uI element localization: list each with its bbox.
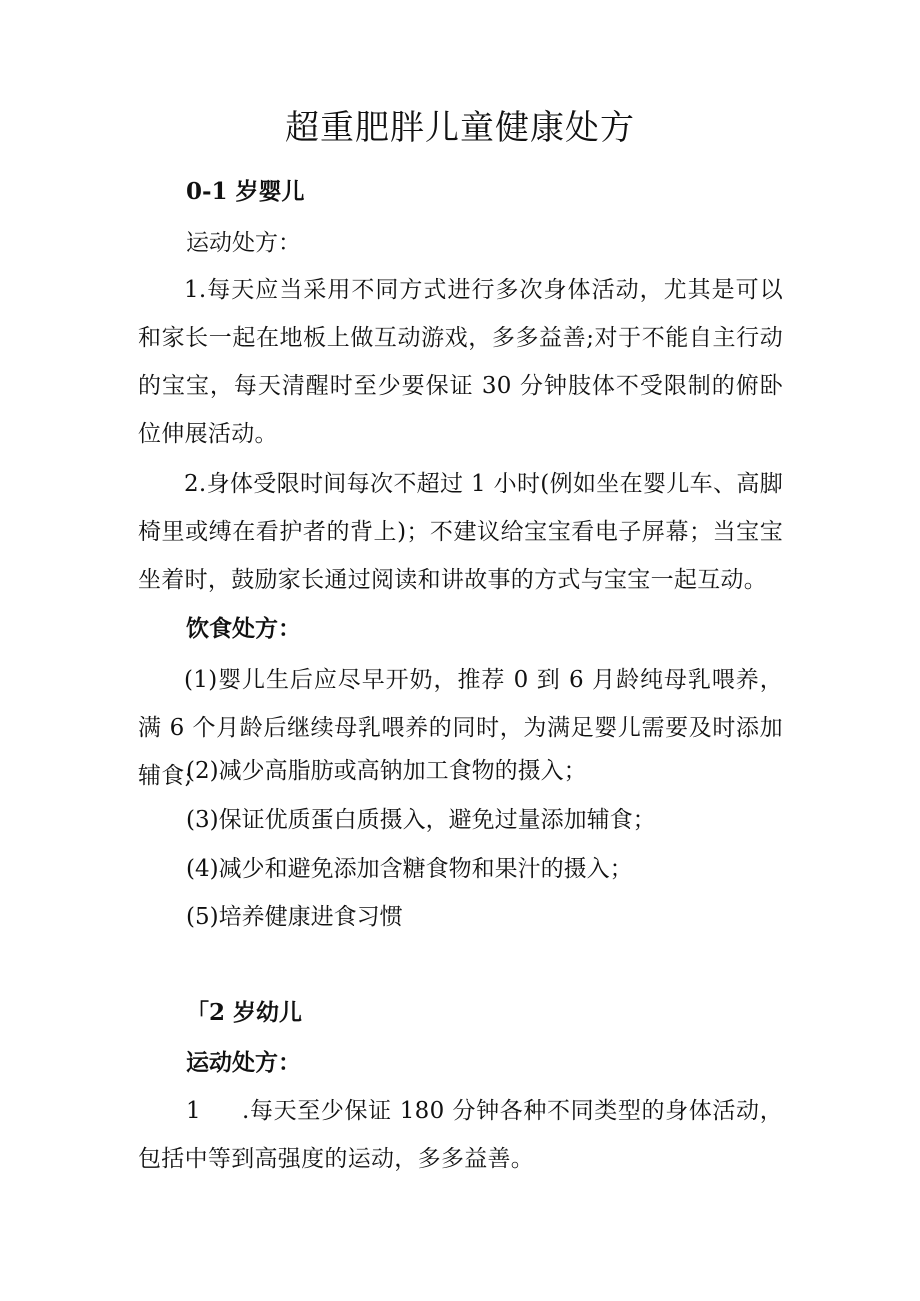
diet-item-1: (1)婴儿生后应尽早开奶，推荐 0 到 6 月龄纯母乳喂养，满 6 个月龄后继续母乳喂养的同时，为满足婴儿需要及时添加辅食; bbox=[138, 667, 783, 789]
exercise-label-toddler: 运动处方： bbox=[186, 1049, 301, 1076]
diet-item-4: (4)减少和避免添加含糖食物和果汁的摄入； bbox=[186, 856, 633, 882]
section-heading-toddler: 「2 岁幼儿 bbox=[186, 999, 303, 1026]
exercise-item-1: 1.每天应当采用不同方式进行多次身体活动，尤其是可以和家长一起在地板上做互动游戏，多多益善;对于不能自主行动的宝宝，每天清醒时至少要保证 30 分钟肢体不受限制的俯卧位伸展活动。 bbox=[138, 277, 783, 447]
document-title: 超重肥胖儿童健康处方 bbox=[285, 108, 635, 148]
diet-label-infant: 饮食处方： bbox=[186, 615, 301, 642]
toddler-item-number: 1 bbox=[186, 1098, 201, 1124]
diet-item-5: (5)培养健康进食习惯 bbox=[186, 904, 403, 930]
diet-item-2: (2)减少高脂肪或高钠加工食物的摄入； bbox=[186, 758, 587, 784]
exercise-label-infant: 运动处方： bbox=[186, 230, 301, 256]
section-heading-infant: 0-1 岁婴儿 bbox=[186, 178, 305, 205]
toddler-exercise-item-1: .每天至少保证 180 分钟各种不同类型的身体活动，包括中等到高强度的运动，多多益善。 bbox=[138, 1098, 783, 1172]
diet-item-3: (3)保证优质蛋白质摄入，避免过量添加辅食； bbox=[186, 807, 656, 833]
exercise-item-2: 2.身体受限时间每次不超过 1 小时(例如坐在婴儿车、高脚椅里或缚在看护者的背上)；不建议给宝宝看电子屏幕；当宝宝坐着时，鼓励家长通过阅读和讲故事的方式与宝宝一起互动。 bbox=[138, 471, 783, 593]
